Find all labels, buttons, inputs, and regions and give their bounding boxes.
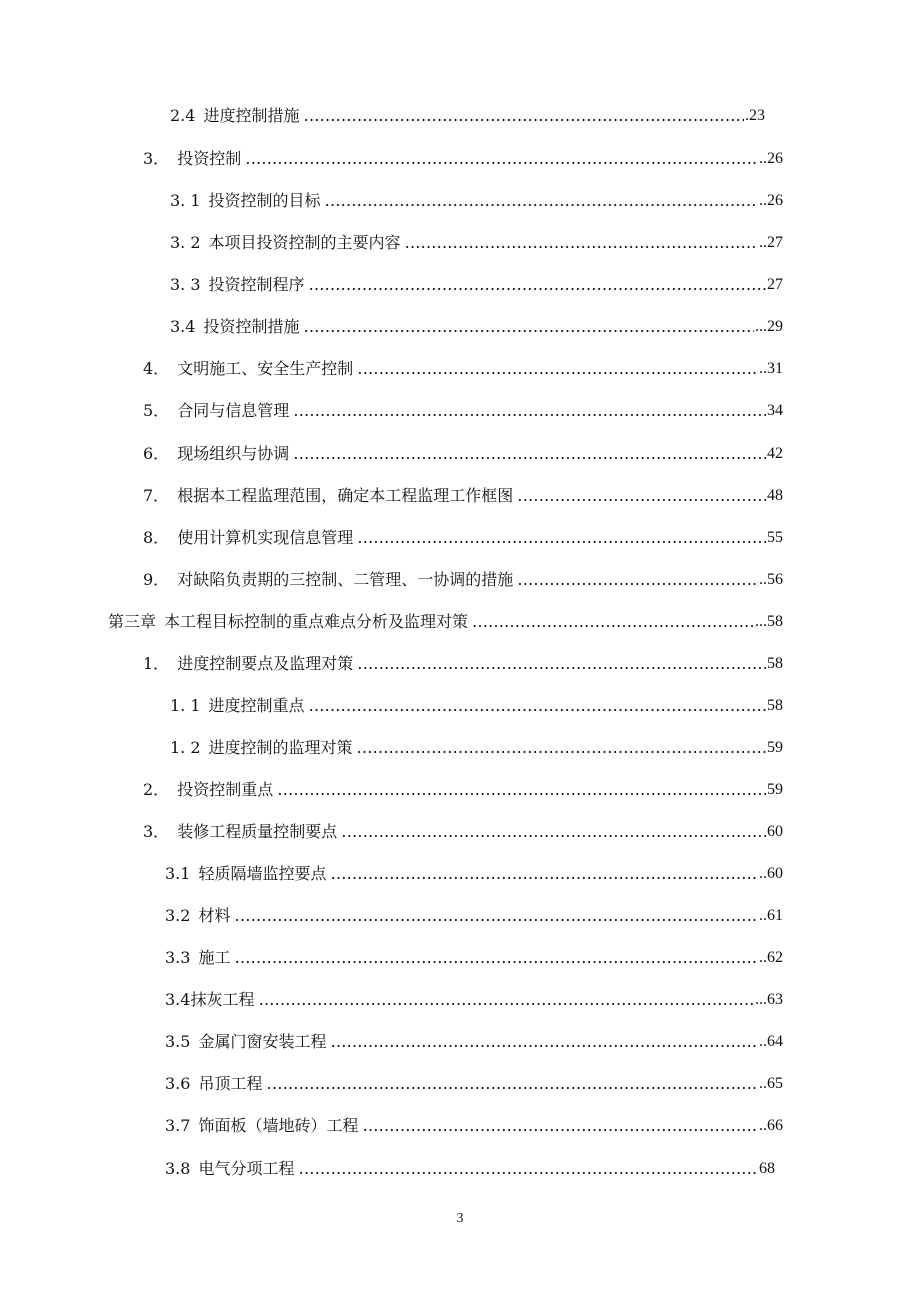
toc-entry [170,271,783,295]
toc-entry-number: 3.7 [165,1116,191,1135]
toc-entry-title: 投资控制程序 [208,275,305,294]
toc-entry [170,187,783,211]
toc-entry-number: 3.4 [165,990,191,1009]
toc-entry [143,355,783,379]
toc-entry-number: 4． [143,359,170,378]
toc-entry-page: ..26 [759,150,783,167]
toc-entry-title: 现场组织与协调 [177,444,290,463]
toc-entry [170,734,783,758]
toc-entry-number: 3.8 [165,1159,191,1178]
toc-entry-title: 投资控制重点 [177,780,274,799]
toc-leader-dots [303,317,754,337]
toc-entry-title: 进度控制措施 [203,106,300,125]
toc-entry-page: 58 [767,655,783,672]
toc-entry-number: 7． [143,486,170,505]
toc-entry-number: 3.1 [165,864,191,883]
toc-entry-page: 68 [759,1160,775,1177]
toc-entry [143,397,783,421]
toc-leader-dots [357,528,766,548]
toc-leader-dots [309,696,766,716]
toc-entry-page: ..61 [759,907,783,924]
toc-leader-dots [245,149,758,169]
toc-entry [143,818,783,842]
toc-entry-title: 根据本工程监理范围，确定本工程监理工作框图 [177,486,514,505]
toc-entry-page: ...29 [755,318,783,335]
toc-leader-dots [517,486,766,506]
toc-entry-title: 施工 [198,948,231,967]
toc-entry [143,145,783,169]
toc-entry-number: 5． [143,401,170,420]
toc-leader-dots [325,191,758,211]
toc-entry [165,1155,775,1179]
toc-entry-title: 吊顶工程 [198,1074,263,1093]
toc-entry-page: 55 [767,529,783,546]
toc-leader-dots [234,948,758,968]
toc-leader-dots [266,1074,758,1094]
toc-leader-dots [357,359,758,379]
toc-entry-page: ..66 [759,1117,783,1134]
toc-entry-number: 3.6 [165,1074,191,1093]
toc-entry-title: 投资控制措施 [203,317,300,336]
toc-entry-page: 42 [767,445,783,462]
toc-leader-dots [472,612,754,632]
toc-entry-title: 投资控制 [177,149,242,168]
toc-chapter-title: 本工程目标控制的重点难点分析及监理对策 [164,612,469,631]
toc-entry [143,650,783,674]
toc-leader-dots [258,990,754,1010]
toc-entry-page: ..26 [759,192,783,209]
toc-entry-number: 6． [143,444,170,463]
toc-entry [170,313,783,337]
toc-leader-dots [293,401,766,421]
toc-entry [143,440,783,464]
toc-leader-dots [517,570,758,590]
page-number: 3 [456,1211,464,1226]
toc-entry [165,902,783,926]
toc-entry-title: 本项目投资控制的主要内容 [208,233,401,252]
toc-entry-title: 金属门窗安装工程 [198,1032,327,1051]
toc-entry-page: ..31 [759,360,783,377]
toc-entry-title: 抹灰工程 [190,990,255,1009]
toc-entry [143,776,783,800]
toc-entry-title: 轻质隔墙监控要点 [198,864,327,883]
toc-leader-dots [298,1159,758,1179]
toc-leader-dots [405,233,758,253]
toc-entry-number: 1. 1 [170,696,201,715]
toc-leader-dots [234,906,758,926]
toc-entry-page: ..27 [759,234,783,251]
toc-entry [170,692,783,716]
toc-entry-number: 3． [143,822,170,841]
toc-entry [170,229,783,253]
toc-entry-page: 48 [767,487,783,504]
toc-leader-dots [277,780,766,800]
toc-entry-title: 电气分项工程 [198,1159,295,1178]
toc-entry-number: 1. 2 [170,738,201,757]
toc-leader-dots [309,275,766,295]
toc-entry-title: 文明施工、安全生产控制 [177,359,354,378]
toc-entry-page: 59 [767,781,783,798]
toc-entry-title: 进度控制的监理对策 [208,738,353,757]
toc-entry-title: 饰面板（墙地砖）工程 [198,1116,359,1135]
toc-entry [143,566,783,590]
toc-leader-dots [362,1116,758,1136]
toc-entry-page: 60 [767,823,783,840]
toc-entry-page: ..56 [759,571,783,588]
toc-entry-page: 34 [767,402,783,419]
toc-leader-dots [330,1032,758,1052]
toc-entry-page: .23 [745,107,765,124]
toc-entry-title: 对缺陷负责期的三控制、二管理、一协调的措施 [177,570,514,589]
toc-entry-number: 3． [143,149,170,168]
toc-leader-dots [357,654,766,674]
toc-entry-number: 3.3 [165,948,191,967]
toc-entry-title: 投资控制的目标 [208,191,321,210]
toc-chapter-number: 第三章 [108,612,157,631]
toc-entry-number: 3.2 [165,906,191,925]
toc-entry-page: ..65 [759,1075,783,1092]
toc-entry [165,860,783,884]
toc-entry-number: 3.4 [170,317,196,336]
toc-entry-number: 3.5 [165,1032,191,1051]
toc-entry-page: ...58 [755,613,783,630]
toc-leader-dots [341,822,766,842]
toc-entry-title: 合同与信息管理 [177,401,290,420]
toc-entry-page: ...63 [755,991,783,1008]
toc-entry-page: ..60 [759,865,783,882]
toc-leader-dots [330,864,758,884]
toc-entry-number: 9． [143,570,170,589]
toc-entry [165,986,783,1010]
toc-entry [165,1028,783,1052]
toc-entry-number: 3. 1 [170,191,201,210]
toc-entry-number: 2． [143,780,170,799]
toc-chapter-entry [108,608,783,632]
toc-entry-page: 59 [767,739,783,756]
toc-entry [143,482,783,506]
toc-entry [143,524,783,548]
toc-entry-page: ..64 [759,1033,783,1050]
toc-entry-title: 使用计算机实现信息管理 [177,528,354,547]
toc-entry-title: 进度控制重点 [208,696,305,715]
toc-entry-title: 材料 [198,906,231,925]
toc-entry-number: 8． [143,528,170,547]
toc-entry-number: 3. 3 [170,275,201,294]
toc-entry [170,102,765,126]
toc-entry [165,944,783,968]
toc-leader-dots [357,738,766,758]
toc-entry-title: 进度控制要点及监理对策 [177,654,354,673]
toc-leader-dots [303,106,744,126]
toc-entry-number: 2.4 [170,106,196,125]
toc-entry-page: 27 [767,276,783,293]
toc-entry-page: 58 [767,697,783,714]
toc-entry [165,1070,783,1094]
toc-entry-number: 3. 2 [170,233,201,252]
toc-leader-dots [293,444,766,464]
toc-entry [165,1112,783,1136]
toc-entry-number: 1． [143,654,170,673]
toc-entry-title: 装修工程质量控制要点 [177,822,338,841]
toc-entry-page: ..62 [759,949,783,966]
